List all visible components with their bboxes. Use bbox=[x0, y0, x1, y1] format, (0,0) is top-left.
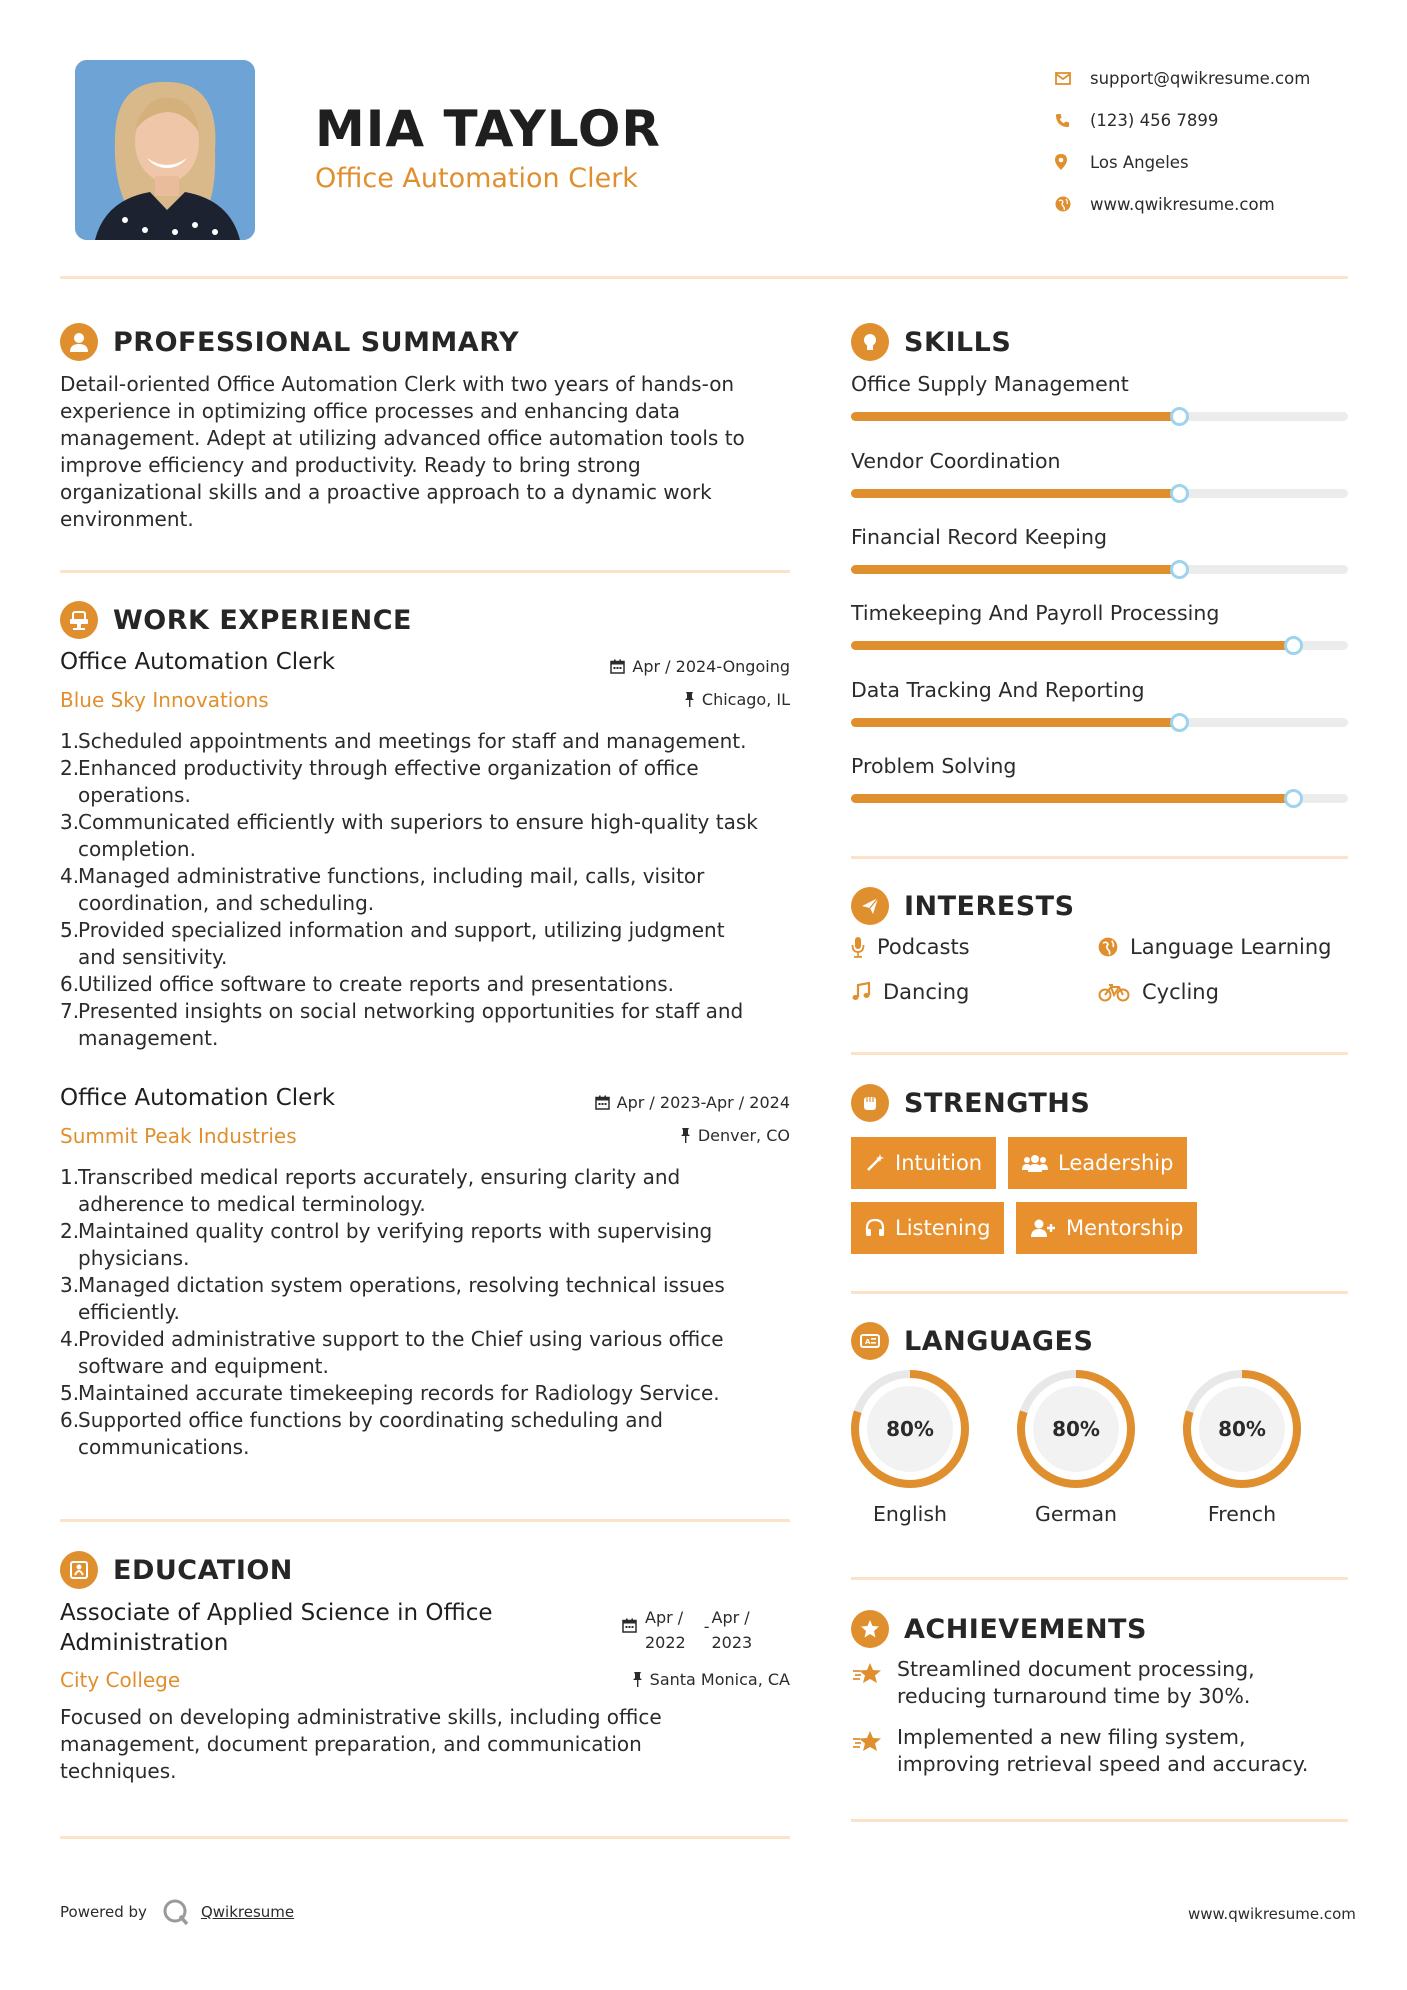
summary-heading bbox=[60, 323, 519, 361]
education-heading-text: EDUCATION bbox=[113, 1554, 293, 1586]
list-item: 3. Communicated efficiently with superiors to ensure high-quality task completion. bbox=[60, 810, 758, 861]
interest-language-learning bbox=[1098, 935, 1331, 959]
envelope-icon bbox=[1055, 72, 1071, 85]
summary-line: experience in optimizing office processes and enhancing data bbox=[60, 399, 681, 423]
job-2-dates bbox=[500, 1093, 790, 1112]
education-date-separator: - bbox=[703, 1617, 710, 1636]
skill-knob bbox=[1284, 789, 1303, 808]
skill-track bbox=[851, 565, 1348, 574]
achievement-item bbox=[851, 1724, 1308, 1778]
education-start bbox=[645, 1605, 686, 1655]
list-item: 6. Utilized office software to create reports and presentations. bbox=[60, 972, 674, 996]
skill-item bbox=[851, 372, 1348, 396]
star-icon bbox=[851, 1729, 883, 1755]
summary-line: Detail-oriented Office Automation Clerk with two years of hands-on bbox=[60, 372, 735, 396]
degree-line: Associate of Applied Science in Office bbox=[60, 1600, 493, 1626]
language-label: English bbox=[872, 1502, 948, 1526]
summary-divider bbox=[60, 570, 790, 573]
education-location bbox=[500, 1670, 790, 1689]
job-2-location-text: Denver, CO bbox=[697, 1126, 790, 1145]
calendar-icon bbox=[595, 1095, 610, 1110]
language-label: French bbox=[1207, 1502, 1277, 1526]
contact-phone[interactable] bbox=[1055, 99, 1385, 141]
skill-track bbox=[851, 794, 1348, 803]
job-1-bullets bbox=[60, 728, 800, 1052]
interest-label: Dancing bbox=[883, 980, 970, 1004]
music-icon bbox=[851, 982, 871, 1002]
list-item: 2. Maintained quality control by verifying reports with supervising physicians. bbox=[60, 1219, 713, 1270]
achievements-divider bbox=[851, 1819, 1348, 1822]
strength-badge bbox=[851, 1202, 1004, 1254]
svg-text:A: A bbox=[865, 1338, 871, 1346]
strength-badge bbox=[1008, 1137, 1187, 1189]
list-item: 3. Managed dictation system operations, resolving technical issues efficiently. bbox=[60, 1273, 725, 1324]
job-2-title: Office Automation Clerk bbox=[60, 1085, 336, 1111]
skill-knob bbox=[1170, 560, 1189, 579]
contact-location bbox=[1055, 141, 1385, 183]
education-end bbox=[712, 1605, 753, 1655]
contact-website[interactable] bbox=[1055, 183, 1385, 225]
job-1-title: Office Automation Clerk bbox=[60, 649, 336, 675]
magic-wand-icon bbox=[865, 1153, 885, 1173]
job-2-dates-text: Apr / 2023-Apr / 2024 bbox=[616, 1093, 790, 1112]
education-start-month: Apr / bbox=[645, 1608, 684, 1627]
strength-badge bbox=[1016, 1202, 1197, 1254]
skill-label: Office Supply Management bbox=[851, 372, 1129, 396]
skill-knob bbox=[1284, 636, 1303, 655]
education-divider bbox=[60, 1836, 790, 1839]
profile-photo-illustration bbox=[75, 60, 255, 240]
skill-fill bbox=[851, 489, 1179, 498]
language-percent: 80% bbox=[1052, 1417, 1100, 1441]
summary-line: management. Adept at utilizing advanced office automation tools to bbox=[60, 426, 745, 450]
strengths-divider bbox=[851, 1291, 1348, 1294]
footer-website[interactable]: www.qwikresume.com bbox=[1188, 1905, 1356, 1923]
skills-heading bbox=[851, 323, 1011, 361]
experience-heading-text: WORK EXPERIENCE bbox=[113, 604, 412, 636]
powered-by-text: Powered by bbox=[60, 1903, 147, 1921]
user-plus-icon bbox=[1030, 1218, 1056, 1238]
education-start-year: 2022 bbox=[645, 1633, 686, 1652]
profile-photo bbox=[75, 60, 255, 240]
skill-knob bbox=[1170, 484, 1189, 503]
bicycle-icon bbox=[1098, 982, 1130, 1002]
interest-label: Cycling bbox=[1142, 980, 1219, 1004]
achievements-heading-text: ACHIEVEMENTS bbox=[904, 1613, 1147, 1645]
headphones-icon bbox=[865, 1218, 885, 1238]
lightbulb-icon bbox=[851, 323, 889, 361]
list-item: 1. Transcribed medical reports accurately, ensuring clarity and adherence to medical terminology. bbox=[60, 1165, 681, 1216]
job-1-dates-text: Apr / 2024-Ongoing bbox=[632, 657, 790, 676]
job-1-location-text: Chicago, IL bbox=[701, 690, 790, 709]
interests-divider bbox=[851, 1052, 1348, 1055]
experience-divider bbox=[60, 1519, 790, 1522]
job-2-bullets bbox=[60, 1164, 800, 1461]
list-item: 2. Enhanced productivity through effective organization of office operations. bbox=[60, 756, 699, 807]
contact-location-text: Los Angeles bbox=[1090, 152, 1189, 172]
school-name: City College bbox=[60, 1668, 181, 1692]
education-line: Focused on developing administrative skills, including office bbox=[60, 1705, 662, 1729]
globe-icon bbox=[1055, 196, 1071, 212]
skill-label: Data Tracking And Reporting bbox=[851, 678, 1145, 702]
strength-label: Listening bbox=[895, 1216, 991, 1240]
contact-website-text: www.qwikresume.com bbox=[1090, 194, 1275, 214]
fist-icon bbox=[851, 1084, 889, 1122]
skill-track bbox=[851, 641, 1348, 650]
achievement-text bbox=[897, 1656, 1255, 1710]
education-end-month: Apr / bbox=[711, 1608, 750, 1627]
list-item: 7. Presented insights on social networking opportunities for staff and management. bbox=[60, 999, 744, 1050]
interest-label: Podcasts bbox=[877, 935, 970, 959]
summary-paragraph bbox=[60, 371, 800, 533]
graduation-icon bbox=[60, 1551, 98, 1589]
languages-heading bbox=[851, 1322, 1093, 1360]
skill-fill bbox=[851, 794, 1293, 803]
footer-powered-by bbox=[60, 1897, 294, 1927]
interests-heading-text: INTERESTS bbox=[904, 890, 1075, 922]
pushpin-icon bbox=[632, 1672, 643, 1687]
interest-label: Language Learning bbox=[1130, 935, 1332, 959]
language-item bbox=[850, 1369, 970, 1526]
interests-heading bbox=[851, 887, 1075, 925]
strength-label: Mentorship bbox=[1066, 1216, 1184, 1240]
education-location-text: Santa Monica, CA bbox=[649, 1670, 790, 1689]
pushpin-icon bbox=[684, 692, 695, 707]
user-icon bbox=[60, 323, 98, 361]
skill-item bbox=[851, 754, 1348, 778]
briefcase-icon bbox=[60, 601, 98, 639]
interest-dancing bbox=[851, 980, 969, 1004]
skills-heading-text: SKILLS bbox=[904, 326, 1012, 358]
achievement-line: improving retrieval speed and accuracy. bbox=[897, 1752, 1309, 1776]
achievement-text bbox=[897, 1724, 1308, 1778]
skill-fill bbox=[851, 641, 1293, 650]
contact-email-text: support@qwikresume.com bbox=[1090, 68, 1311, 88]
achievements-heading bbox=[851, 1610, 1147, 1648]
skill-track bbox=[851, 489, 1348, 498]
job-1-company: Blue Sky Innovations bbox=[60, 688, 269, 712]
microphone-icon bbox=[851, 936, 865, 958]
degree-line: Administration bbox=[60, 1630, 229, 1656]
education-description bbox=[60, 1704, 800, 1785]
interest-cycling bbox=[1098, 980, 1219, 1004]
education-line: techniques. bbox=[60, 1759, 177, 1783]
education-line: management, document preparation, and communication bbox=[60, 1732, 642, 1756]
list-item: 5. Maintained accurate timekeeping records for Radiology Service. bbox=[60, 1381, 720, 1405]
job-2-location bbox=[500, 1126, 790, 1145]
job-1-dates bbox=[500, 657, 790, 676]
qwikresume-logo-icon bbox=[161, 1897, 191, 1927]
contact-list bbox=[1055, 57, 1385, 225]
candidate-name: MIA TAYLOR bbox=[315, 100, 661, 158]
experience-heading bbox=[60, 601, 412, 639]
skill-track bbox=[851, 412, 1348, 421]
summary-line: organizational skills and a proactive approach to a dynamic work bbox=[60, 480, 712, 504]
users-icon bbox=[1022, 1153, 1048, 1173]
skill-fill bbox=[851, 565, 1179, 574]
strengths-heading-text: STRENGTHS bbox=[904, 1087, 1091, 1119]
language-label: German bbox=[1034, 1502, 1118, 1526]
map-pin-icon bbox=[1055, 154, 1067, 170]
education-heading bbox=[60, 1551, 293, 1589]
job-2-company: Summit Peak Industries bbox=[60, 1124, 297, 1148]
languages-heading-text: LANGUAGES bbox=[904, 1325, 1094, 1357]
skill-label: Problem Solving bbox=[851, 754, 1017, 778]
list-item: 4. Provided administrative support to the Chief using various office software and equipment. bbox=[60, 1327, 724, 1378]
achievement-line: Streamlined document processing, bbox=[897, 1657, 1255, 1681]
skill-label: Financial Record Keeping bbox=[851, 525, 1107, 549]
summary-heading-text: PROFESSIONAL SUMMARY bbox=[113, 326, 520, 358]
star-icon bbox=[851, 1661, 883, 1687]
skill-item bbox=[851, 601, 1348, 625]
achievement-line: reducing turnaround time by 30%. bbox=[897, 1684, 1251, 1708]
list-item: 5. Provided specialized information and support, utilizing judgment and sensitivity. bbox=[60, 918, 725, 969]
skill-track bbox=[851, 718, 1348, 727]
contact-phone-text: (123) 456 7899 bbox=[1090, 110, 1219, 130]
education-dates bbox=[622, 1605, 752, 1655]
paper-plane-icon bbox=[851, 887, 889, 925]
list-item: 1. Scheduled appointments and meetings for staff and management. bbox=[60, 729, 747, 753]
skill-item bbox=[851, 525, 1348, 549]
language-item bbox=[1182, 1369, 1302, 1526]
skills-divider bbox=[851, 856, 1348, 859]
skill-fill bbox=[851, 718, 1179, 727]
language-percent: 80% bbox=[1218, 1417, 1266, 1441]
list-item: 6. Supported office functions by coordinating scheduling and communications. bbox=[60, 1408, 663, 1459]
interest-podcasts bbox=[851, 935, 970, 959]
skill-knob bbox=[1170, 713, 1189, 732]
summary-line: environment. bbox=[60, 507, 194, 531]
skill-item bbox=[851, 449, 1348, 473]
strength-label: Intuition bbox=[895, 1151, 983, 1175]
language-percent: 80% bbox=[886, 1417, 934, 1441]
skill-item bbox=[851, 678, 1348, 702]
degree-title bbox=[60, 1598, 493, 1658]
pushpin-icon bbox=[680, 1128, 691, 1143]
qwikresume-link[interactable]: Qwikresume bbox=[200, 1903, 295, 1921]
strength-label: Leadership bbox=[1058, 1151, 1174, 1175]
job-1-location bbox=[500, 690, 790, 709]
language-item bbox=[1016, 1369, 1136, 1526]
strength-badge bbox=[851, 1137, 996, 1189]
education-end-year: 2023 bbox=[711, 1633, 753, 1652]
languages-divider bbox=[851, 1577, 1348, 1580]
skill-knob bbox=[1170, 407, 1189, 426]
strengths-heading bbox=[851, 1084, 1090, 1122]
candidate-job-title: Office Automation Clerk bbox=[315, 163, 638, 194]
contact-email[interactable] bbox=[1055, 57, 1385, 99]
skill-fill bbox=[851, 412, 1179, 421]
globe-icon bbox=[1098, 937, 1118, 957]
skill-label: Vendor Coordination bbox=[851, 449, 1061, 473]
achievement-line: Implemented a new filing system, bbox=[897, 1725, 1246, 1749]
star-badge-icon bbox=[851, 1610, 889, 1648]
phone-icon bbox=[1055, 113, 1070, 128]
list-item: 4. Managed administrative functions, including mail, calls, visitor coordination, and scheduling. bbox=[60, 864, 705, 915]
header-divider bbox=[60, 276, 1348, 279]
summary-line: improve efficiency and productivity. Ready to bring strong bbox=[60, 453, 641, 477]
calendar-icon bbox=[622, 1618, 637, 1633]
skill-label: Timekeeping And Payroll Processing bbox=[851, 601, 1220, 625]
calendar-icon bbox=[610, 659, 625, 674]
language-card-icon bbox=[851, 1322, 889, 1360]
achievement-item bbox=[851, 1656, 1255, 1710]
